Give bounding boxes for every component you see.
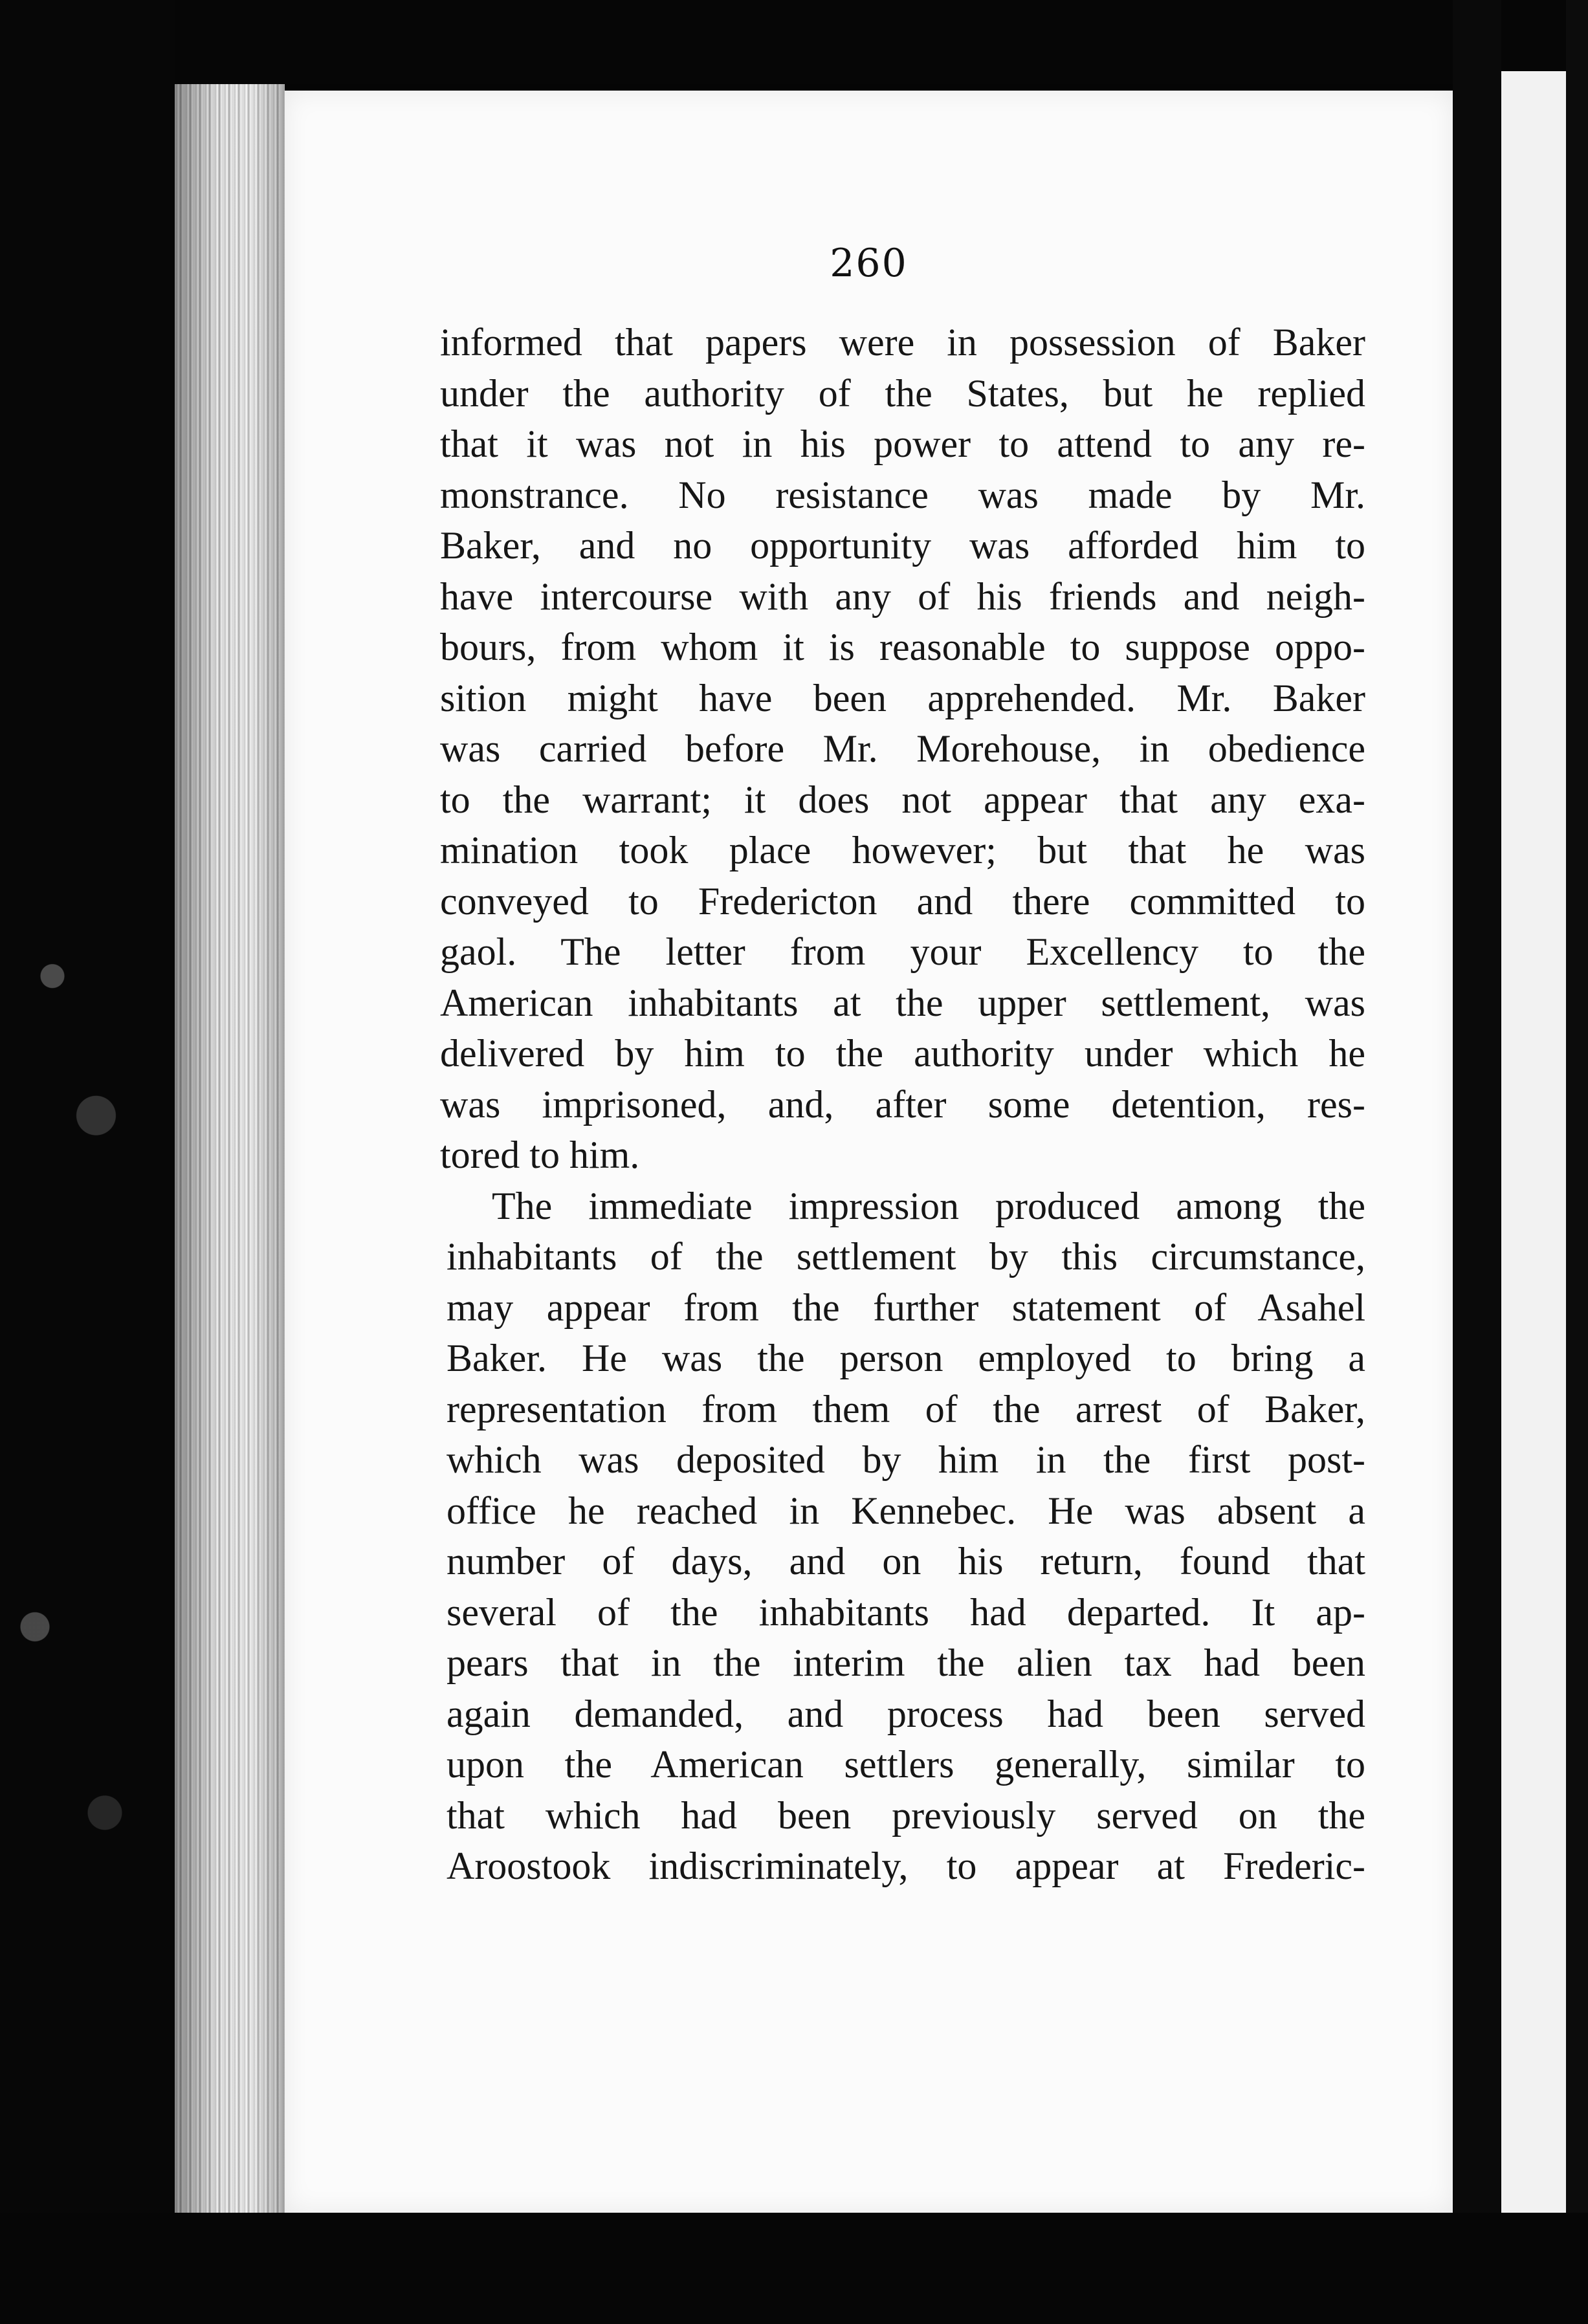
text-line: under the authority of the States, but he replied	[440, 371, 1365, 415]
paragraph-2	[440, 1181, 1365, 1892]
book-gutter	[1453, 0, 1501, 2324]
text-line: inhabitants of the settlement by this circumstance,	[447, 1235, 1365, 1278]
text-line: Baker. He was the person employed to bring a	[447, 1337, 1365, 1379]
text-line: was carried before Mr. Morehouse, in obedience	[440, 727, 1365, 770]
book-page	[285, 91, 1453, 2213]
text-line: The immediate impression produced among the	[492, 1184, 1365, 1227]
text-line: have intercourse with any of his friends and neigh-	[440, 575, 1365, 618]
text-line: again demanded, and process had been served	[447, 1692, 1365, 1735]
text-line: tored to him.	[440, 1134, 640, 1176]
text-line: bours, from whom it is reasonable to suppose oppo-	[440, 626, 1365, 668]
text-line: delivered by him to the authority under which he	[440, 1032, 1365, 1075]
body-text	[440, 317, 1365, 1892]
page-number: 260	[830, 241, 908, 286]
text-line: office he reached in Kennebec. He was absent a	[447, 1489, 1365, 1532]
scan-top-border	[0, 0, 1588, 84]
text-line: mination took place however; but that he was	[440, 829, 1365, 872]
text-line: gaol. The letter from your Excellency to the	[440, 930, 1365, 973]
text-line: American inhabitants at the upper settlement, was	[440, 981, 1365, 1024]
text-line: pears that in the interim the alien tax had been	[447, 1641, 1365, 1684]
text-line: several of the inhabitants had departed. It ap-	[447, 1590, 1365, 1634]
scan-bottom-border	[0, 2213, 1588, 2324]
text-line: monstrance. No resistance was made by Mr.	[440, 473, 1365, 516]
scan-left-border	[0, 0, 175, 2324]
text-line: to the warrant; it does not appear that any exa-	[440, 778, 1365, 821]
next-page-sliver	[1501, 71, 1566, 2239]
text-line: that it was not in his power to attend to any re-	[440, 422, 1365, 465]
scan-right-border	[1566, 0, 1588, 2324]
text-line: which was deposited by him in the first post-	[447, 1438, 1365, 1481]
text-line: may appear from the further statement of Asahel	[447, 1286, 1365, 1329]
text-line: number of days, and on his return, found that	[447, 1540, 1365, 1583]
text-line: sition might have been apprehended. Mr. Baker	[440, 676, 1365, 719]
text-line: representation from them of the arrest of Baker,	[447, 1387, 1365, 1431]
text-line: was imprisoned, and, after some detention, res-	[440, 1082, 1365, 1126]
text-line: conveyed to Fredericton and there committed to	[440, 879, 1365, 923]
text-line: upon the American settlers generally, similar to	[447, 1743, 1365, 1786]
text-line: informed that papers were in possession of Baker	[440, 321, 1365, 364]
book-page-edges	[175, 84, 285, 2213]
text-line: Aroostook indiscriminately, to appear at Frederic-	[447, 1845, 1365, 1887]
text-line: Baker, and no opportunity was afforded him to	[440, 524, 1365, 567]
text-line: that which had been previously served on the	[447, 1793, 1365, 1837]
paragraph-1	[440, 317, 1365, 1181]
